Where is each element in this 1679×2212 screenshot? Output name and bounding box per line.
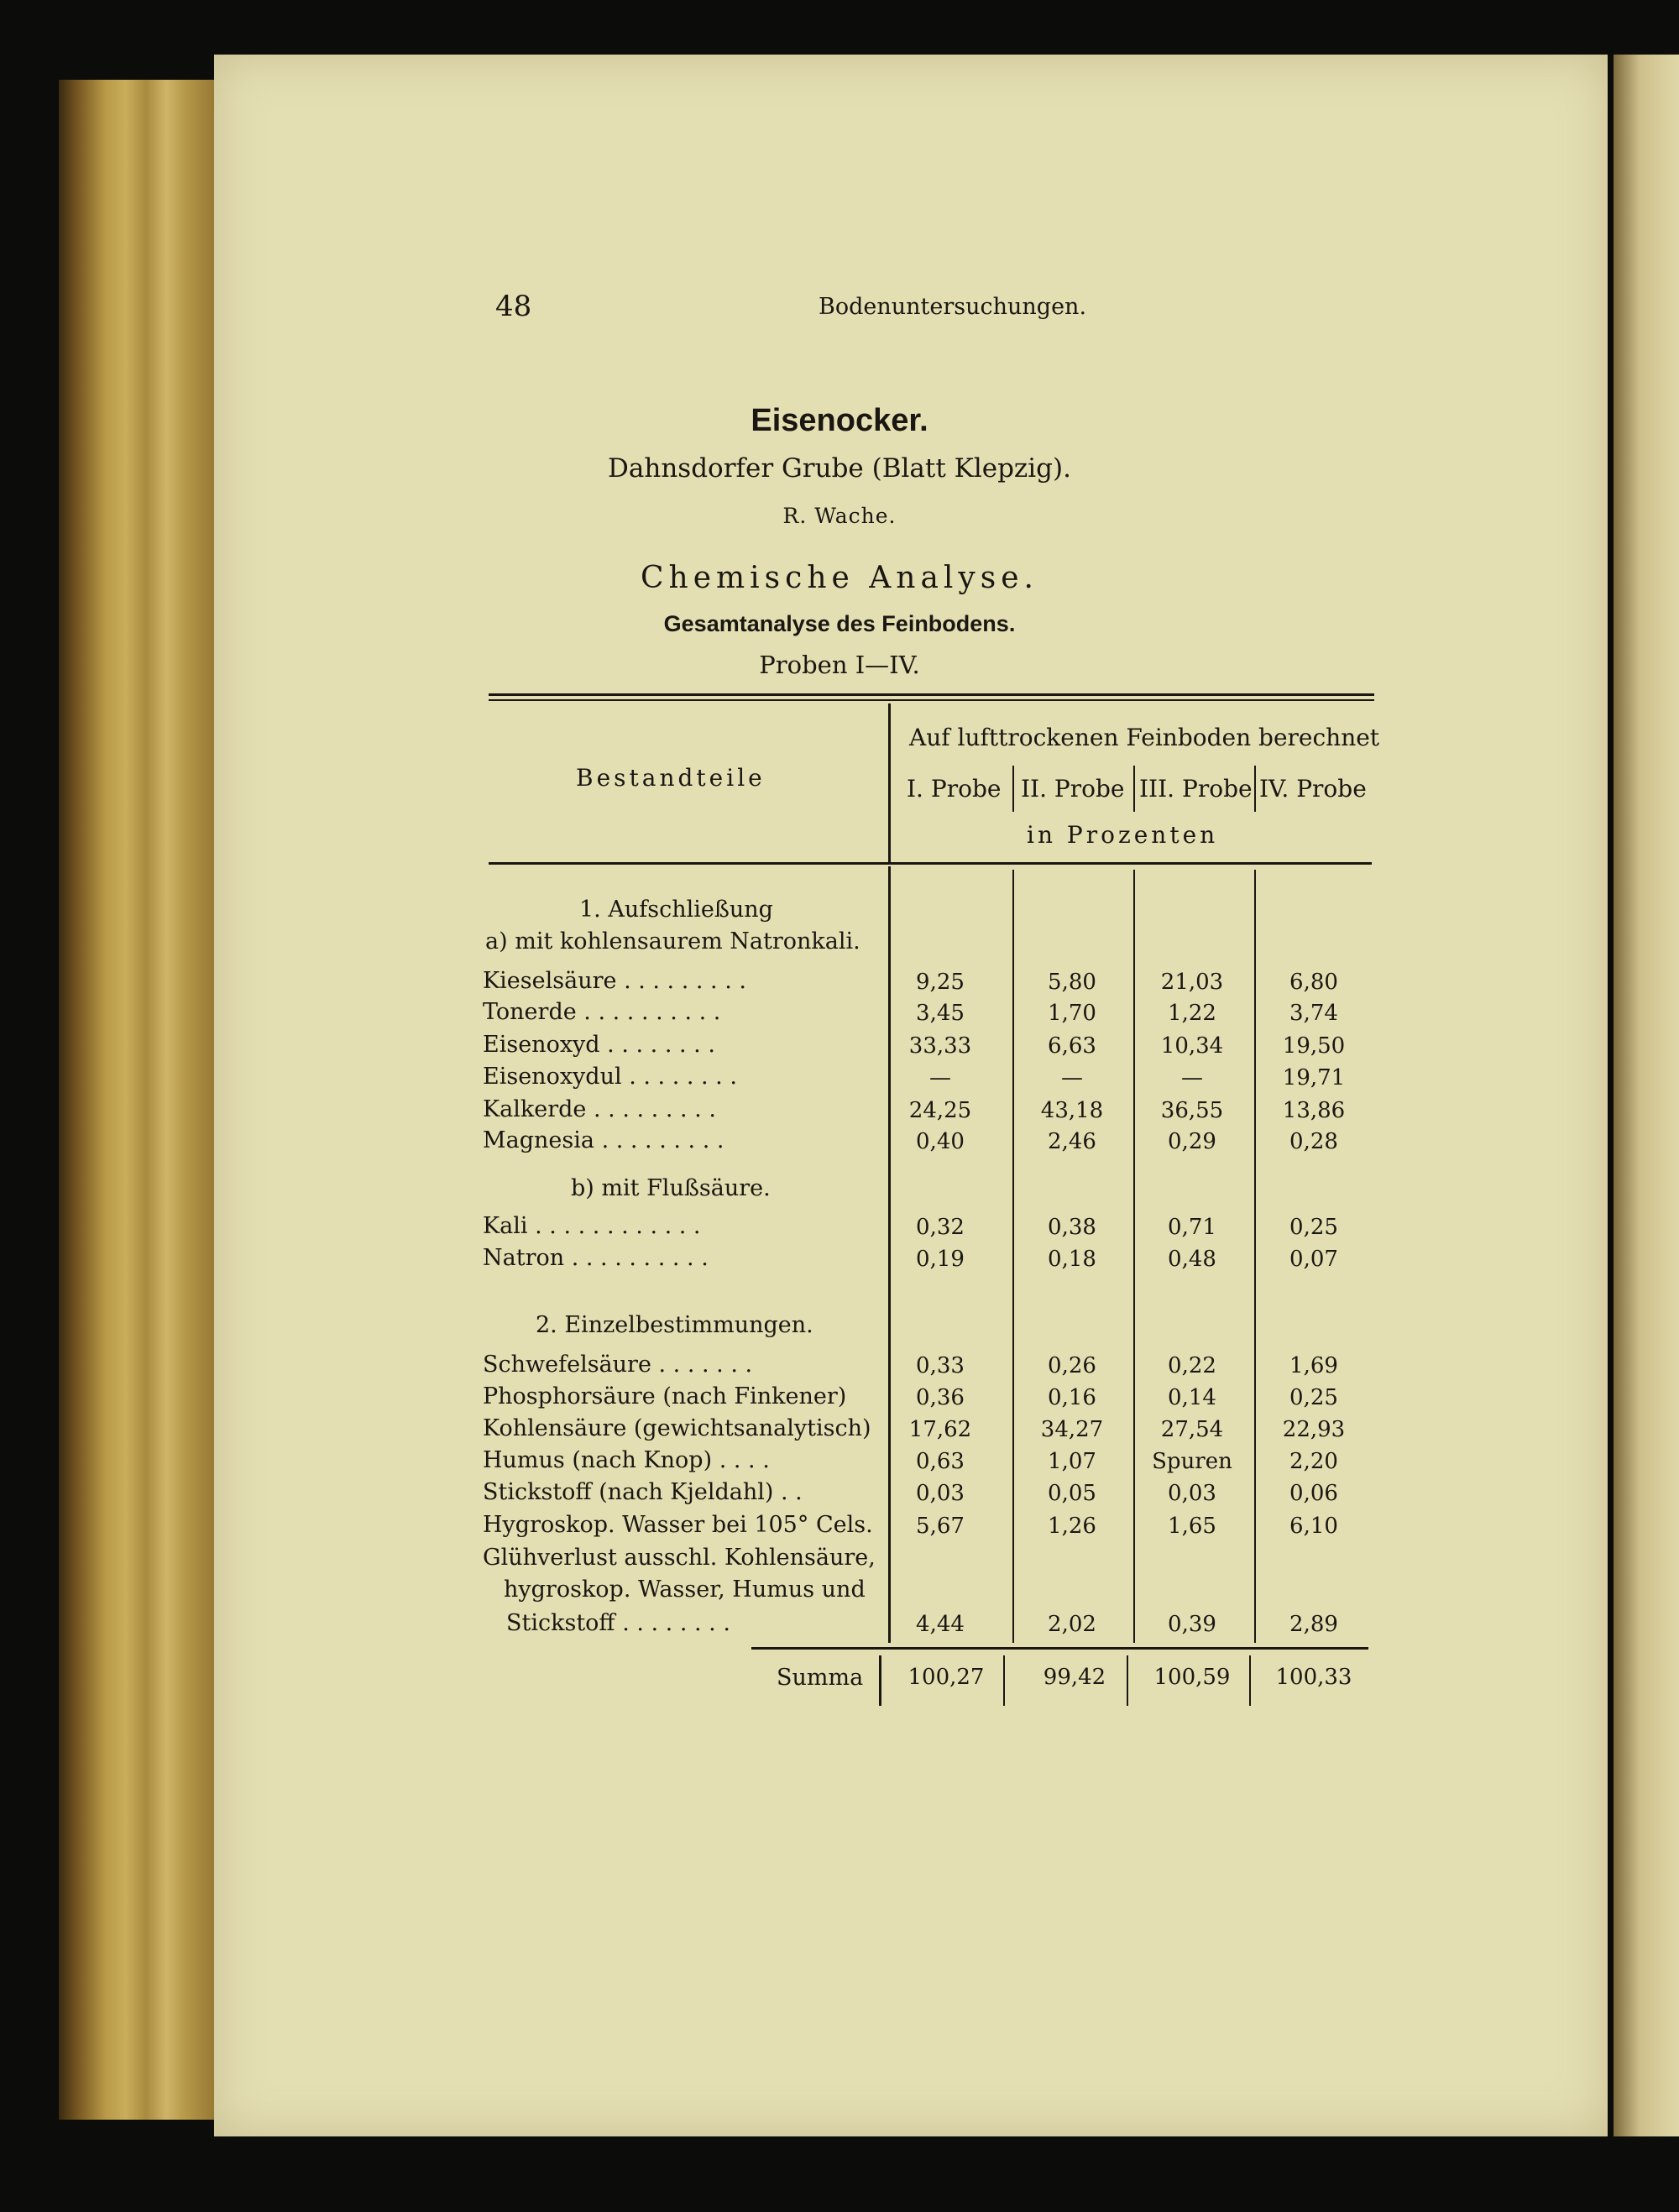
cell-probe-2: — (1061, 1065, 1083, 1090)
row-label: Kali . . . . . . . . . . . . (483, 1213, 701, 1239)
cell-probe-2: 34,27 (1040, 1417, 1104, 1442)
cell-probe-3: 10,34 (1160, 1033, 1224, 1059)
table-top-rule-2 (489, 699, 1374, 701)
row-label: Stickstoff . . . . . . . . (506, 1610, 730, 1636)
sum-divider-3 (1249, 1655, 1251, 1706)
col-header-group: Auf lufttrockenen Feinboden berechnet (909, 724, 1380, 751)
row-label: Tonerde . . . . . . . . . . (483, 999, 721, 1025)
cell-probe-3: 27,54 (1160, 1417, 1224, 1442)
cell-probe-3: — (1181, 1065, 1203, 1090)
cell-probe-1: 0,32 (916, 1215, 965, 1240)
cell-probe-3: Spuren (1152, 1449, 1232, 1474)
col-header-bestandteile: Bestandteile (576, 764, 766, 792)
cell-probe-1: — (929, 1065, 951, 1090)
sum-label: Summa (777, 1665, 864, 1691)
row-label: Kalkerde . . . . . . . . . (483, 1096, 716, 1122)
cell-probe-1: 4,44 (916, 1612, 965, 1637)
cell-probe-2: 0,38 (1048, 1215, 1096, 1240)
row-label: Eisenoxydul . . . . . . . . (483, 1064, 737, 1090)
cell-probe-3: 0,71 (1168, 1215, 1216, 1240)
body-col-divider-2 (1133, 870, 1135, 1643)
cell-probe-4: 0,25 (1289, 1215, 1338, 1240)
cell-probe-2: 1,26 (1048, 1514, 1096, 1539)
cell-probe-4: 0,28 (1289, 1129, 1338, 1154)
cell-probe-1: 5,67 (916, 1514, 965, 1539)
row-label: Humus (nach Knop) . . . . (483, 1447, 770, 1473)
cell-probe-1: 9,25 (916, 970, 965, 995)
header-col-divider-3 (1254, 766, 1256, 812)
row-label: Glühverlust ausschl. Kohlensäure, (483, 1545, 876, 1571)
body-col-divider-3 (1254, 870, 1256, 1643)
cell-probe-2: 0,05 (1048, 1481, 1096, 1506)
cell-probe-4: 19,50 (1282, 1033, 1346, 1059)
cell-probe-1: 0,33 (916, 1353, 965, 1378)
cell-probe-2: 1,07 (1048, 1449, 1096, 1474)
cell-probe-3: 0,48 (1168, 1247, 1216, 1272)
sum-value-3: 100,59 (1153, 1665, 1231, 1690)
sum-value-4: 100,33 (1275, 1665, 1352, 1690)
cell-probe-2: 2,02 (1048, 1612, 1096, 1637)
unit-row: in Prozenten (1027, 821, 1219, 849)
section-2-label: 2. Einzelbestimmungen. (536, 1312, 813, 1338)
cell-probe-1: 0,03 (916, 1481, 965, 1506)
row-label: Phosphorsäure (nach Finkener) (483, 1383, 847, 1409)
cell-probe-1: 3,45 (916, 1001, 965, 1026)
sum-value-1: 100,27 (907, 1665, 985, 1690)
cell-probe-1: 0,40 (916, 1129, 965, 1154)
running-title: Bodenuntersuchungen. (819, 294, 1087, 320)
cell-probe-2: 6,63 (1048, 1033, 1096, 1059)
section-title: Chemische Analyse. (641, 561, 1038, 595)
header-col-divider-2 (1133, 766, 1135, 812)
document-title: Eisenocker. (751, 403, 928, 438)
samples-line: Proben I—IV. (759, 651, 920, 679)
row-label: Kohlensäure (gewichtsanalytisch) (483, 1415, 871, 1441)
cell-probe-3: 0,22 (1168, 1353, 1216, 1378)
sum-divider-0 (879, 1655, 881, 1706)
cell-probe-4: 0,25 (1289, 1385, 1338, 1410)
cell-probe-4: 3,74 (1289, 1001, 1338, 1026)
facing-page-edge (1614, 55, 1679, 2136)
cell-probe-4: 19,71 (1282, 1065, 1346, 1090)
cell-probe-1: 17,62 (908, 1417, 972, 1442)
cell-probe-4: 0,07 (1289, 1247, 1338, 1272)
cell-probe-4: 1,69 (1289, 1353, 1338, 1378)
cell-probe-4: 13,86 (1282, 1098, 1346, 1123)
col-header-3: III. Probe (1139, 775, 1253, 803)
cell-probe-1: 24,25 (908, 1098, 972, 1123)
sum-divider-1 (1003, 1655, 1005, 1706)
row-label: Stickstoff (nach Kjeldahl) . . (483, 1479, 803, 1505)
row-label: hygroskop. Wasser, Humus und (504, 1577, 866, 1603)
row-label: Kieselsäure . . . . . . . . . (483, 968, 746, 994)
cell-probe-1: 0,19 (916, 1247, 965, 1272)
cell-probe-1: 0,36 (916, 1385, 965, 1410)
page-number: 48 (495, 290, 532, 323)
col-header-2: II. Probe (1021, 775, 1125, 803)
book-page-edges (59, 80, 227, 2120)
header-bottom-rule (489, 862, 1372, 865)
section-1b-label: b) mit Flußsäure. (571, 1175, 771, 1201)
cell-probe-3: 0,03 (1168, 1481, 1216, 1506)
cell-probe-1: 0,63 (916, 1449, 965, 1474)
cell-probe-2: 5,80 (1048, 970, 1096, 995)
cell-probe-4: 22,93 (1282, 1417, 1346, 1442)
body-col-divider-1 (1012, 870, 1014, 1643)
cell-probe-3: 0,39 (1168, 1612, 1216, 1637)
author: R. Wache. (782, 504, 897, 528)
col-header-4: IV. Probe (1259, 775, 1367, 803)
cell-probe-2: 0,26 (1048, 1353, 1096, 1378)
cell-probe-3: 36,55 (1160, 1098, 1224, 1123)
cell-probe-4: 2,20 (1289, 1449, 1338, 1474)
header-col-divider-1 (1012, 766, 1014, 812)
cell-probe-3: 0,29 (1168, 1129, 1216, 1154)
cell-probe-2: 2,46 (1048, 1129, 1096, 1154)
col-header-1: I. Probe (907, 775, 1002, 803)
row-label: Schwefelsäure . . . . . . . (483, 1352, 753, 1378)
row-label: Natron . . . . . . . . . . (483, 1245, 709, 1271)
section-subtitle: Gesamtanalyse des Feinbodens. (663, 611, 1016, 636)
row-label: Hygroskop. Wasser bei 105° Cels. (483, 1512, 873, 1538)
cell-probe-4: 2,89 (1289, 1612, 1338, 1637)
cell-probe-2: 1,70 (1048, 1001, 1096, 1026)
cell-probe-3: 21,03 (1160, 970, 1224, 995)
cell-probe-3: 1,22 (1168, 1001, 1216, 1026)
document-subtitle: Dahnsdorfer Grube (Blatt Klepzig). (608, 453, 1071, 484)
sum-value-2: 99,42 (1043, 1665, 1106, 1690)
cell-probe-4: 0,06 (1289, 1481, 1338, 1506)
cell-probe-2: 43,18 (1040, 1098, 1104, 1123)
sum-divider-2 (1127, 1655, 1128, 1706)
cell-probe-4: 6,80 (1289, 970, 1338, 995)
cell-probe-2: 0,18 (1048, 1247, 1096, 1272)
book-page (214, 55, 1608, 2136)
cell-probe-4: 6,10 (1289, 1514, 1338, 1539)
sum-rule (751, 1647, 1368, 1650)
cell-probe-3: 0,14 (1168, 1385, 1216, 1410)
cell-probe-3: 1,65 (1168, 1514, 1216, 1539)
header-divider (888, 703, 891, 863)
section-1-label: 1. Aufschließung (579, 897, 773, 923)
row-label: Eisenoxyd . . . . . . . . (483, 1032, 715, 1058)
section-1a-label: a) mit kohlensaurem Natronkali. (485, 928, 860, 954)
cell-probe-2: 0,16 (1048, 1385, 1096, 1410)
table-top-rule (489, 693, 1374, 696)
cell-probe-1: 33,33 (908, 1033, 972, 1059)
row-label: Magnesia . . . . . . . . . (483, 1127, 724, 1153)
